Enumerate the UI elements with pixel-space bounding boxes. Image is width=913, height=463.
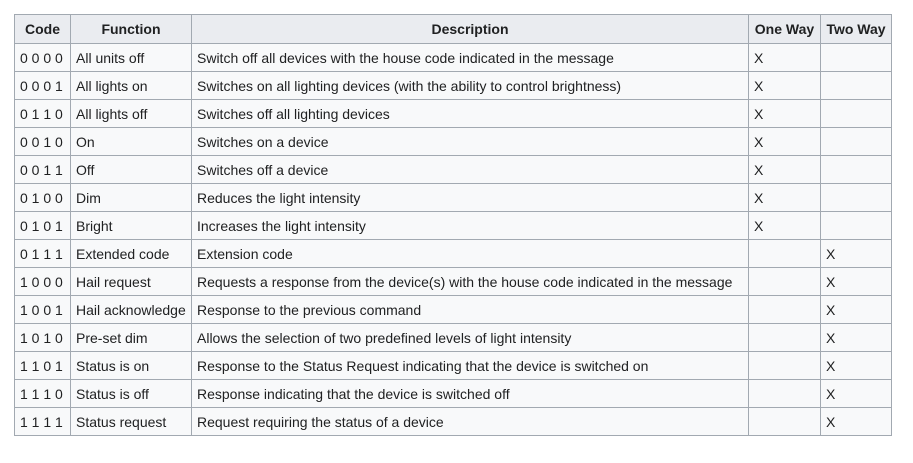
cell-code: 0 1 1 0 xyxy=(15,100,71,128)
cell-description: Reduces the light intensity xyxy=(192,184,749,212)
cell-description: Response to the Status Request indicating that the device is switched on xyxy=(192,352,749,380)
table-row xyxy=(15,156,892,184)
cell-one-way: X xyxy=(749,156,821,184)
cell-one-way xyxy=(749,408,821,436)
cell-one-way xyxy=(749,380,821,408)
cell-code: 0 1 0 0 xyxy=(15,184,71,212)
header-description: Description xyxy=(192,15,749,44)
table-header xyxy=(15,15,892,44)
cell-one-way xyxy=(749,268,821,296)
cell-one-way: X xyxy=(749,44,821,72)
cell-description: Request requiring the status of a device xyxy=(192,408,749,436)
cell-code: 1 1 0 1 xyxy=(15,352,71,380)
cell-two-way xyxy=(821,128,892,156)
cell-one-way xyxy=(749,240,821,268)
cell-function: Hail request xyxy=(71,268,192,296)
table-body xyxy=(15,44,892,436)
cell-description: Response to the previous command xyxy=(192,296,749,324)
cell-description: Switches off all lighting devices xyxy=(192,100,749,128)
cell-two-way xyxy=(821,100,892,128)
cell-one-way xyxy=(749,352,821,380)
table-row xyxy=(15,268,892,296)
cell-description: Switches on a device xyxy=(192,128,749,156)
cell-two-way xyxy=(821,72,892,100)
cell-function: Off xyxy=(71,156,192,184)
cell-code: 0 1 0 1 xyxy=(15,212,71,240)
header-function: Function xyxy=(71,15,192,44)
cell-description: Response indicating that the device is switched off xyxy=(192,380,749,408)
table-row xyxy=(15,212,892,240)
cell-description: Requests a response from the device(s) with the house code indicated in the message xyxy=(192,268,749,296)
cell-function: Pre-set dim xyxy=(71,324,192,352)
table-row xyxy=(15,408,892,436)
cell-description: Allows the selection of two predefined levels of light intensity xyxy=(192,324,749,352)
x10-function-codes-table xyxy=(14,14,892,436)
table-row xyxy=(15,240,892,268)
cell-function: On xyxy=(71,128,192,156)
cell-two-way xyxy=(821,156,892,184)
cell-one-way: X xyxy=(749,184,821,212)
cell-code: 0 0 0 0 xyxy=(15,44,71,72)
table-row xyxy=(15,72,892,100)
cell-code: 0 0 1 1 xyxy=(15,156,71,184)
cell-function: Dim xyxy=(71,184,192,212)
cell-function: Hail acknowledge xyxy=(71,296,192,324)
cell-two-way: X xyxy=(821,408,892,436)
table-row xyxy=(15,296,892,324)
cell-description: Switches on all lighting devices (with the ability to control brightness) xyxy=(192,72,749,100)
cell-one-way xyxy=(749,296,821,324)
cell-two-way: X xyxy=(821,380,892,408)
cell-description: Extension code xyxy=(192,240,749,268)
header-one-way: One Way xyxy=(749,15,821,44)
table-row xyxy=(15,100,892,128)
cell-description: Switch off all devices with the house code indicated in the message xyxy=(192,44,749,72)
cell-code: 1 0 0 0 xyxy=(15,268,71,296)
table-row xyxy=(15,44,892,72)
cell-one-way: X xyxy=(749,212,821,240)
table-row xyxy=(15,324,892,352)
cell-one-way xyxy=(749,324,821,352)
cell-function: All lights on xyxy=(71,72,192,100)
cell-two-way: X xyxy=(821,352,892,380)
cell-function: Status is on xyxy=(71,352,192,380)
cell-two-way: X xyxy=(821,268,892,296)
cell-code: 0 0 1 0 xyxy=(15,128,71,156)
cell-code: 0 0 0 1 xyxy=(15,72,71,100)
cell-two-way: X xyxy=(821,324,892,352)
cell-two-way xyxy=(821,184,892,212)
cell-two-way xyxy=(821,44,892,72)
cell-code: 1 1 1 1 xyxy=(15,408,71,436)
cell-function: Status is off xyxy=(71,380,192,408)
cell-one-way: X xyxy=(749,72,821,100)
cell-function: Status request xyxy=(71,408,192,436)
cell-code: 1 0 0 1 xyxy=(15,296,71,324)
cell-code: 1 1 1 0 xyxy=(15,380,71,408)
cell-function: Extended code xyxy=(71,240,192,268)
cell-one-way: X xyxy=(749,128,821,156)
cell-two-way: X xyxy=(821,296,892,324)
cell-two-way: X xyxy=(821,240,892,268)
cell-code: 0 1 1 1 xyxy=(15,240,71,268)
table-row xyxy=(15,184,892,212)
cell-description: Increases the light intensity xyxy=(192,212,749,240)
header-row xyxy=(15,15,892,44)
cell-function: Bright xyxy=(71,212,192,240)
cell-description: Switches off a device xyxy=(192,156,749,184)
cell-one-way: X xyxy=(749,100,821,128)
cell-function: All lights off xyxy=(71,100,192,128)
table-row xyxy=(15,352,892,380)
cell-function: All units off xyxy=(71,44,192,72)
table-row xyxy=(15,128,892,156)
header-code: Code xyxy=(15,15,71,44)
table-row xyxy=(15,380,892,408)
cell-code: 1 0 1 0 xyxy=(15,324,71,352)
cell-two-way xyxy=(821,212,892,240)
header-two-way: Two Way xyxy=(821,15,892,44)
